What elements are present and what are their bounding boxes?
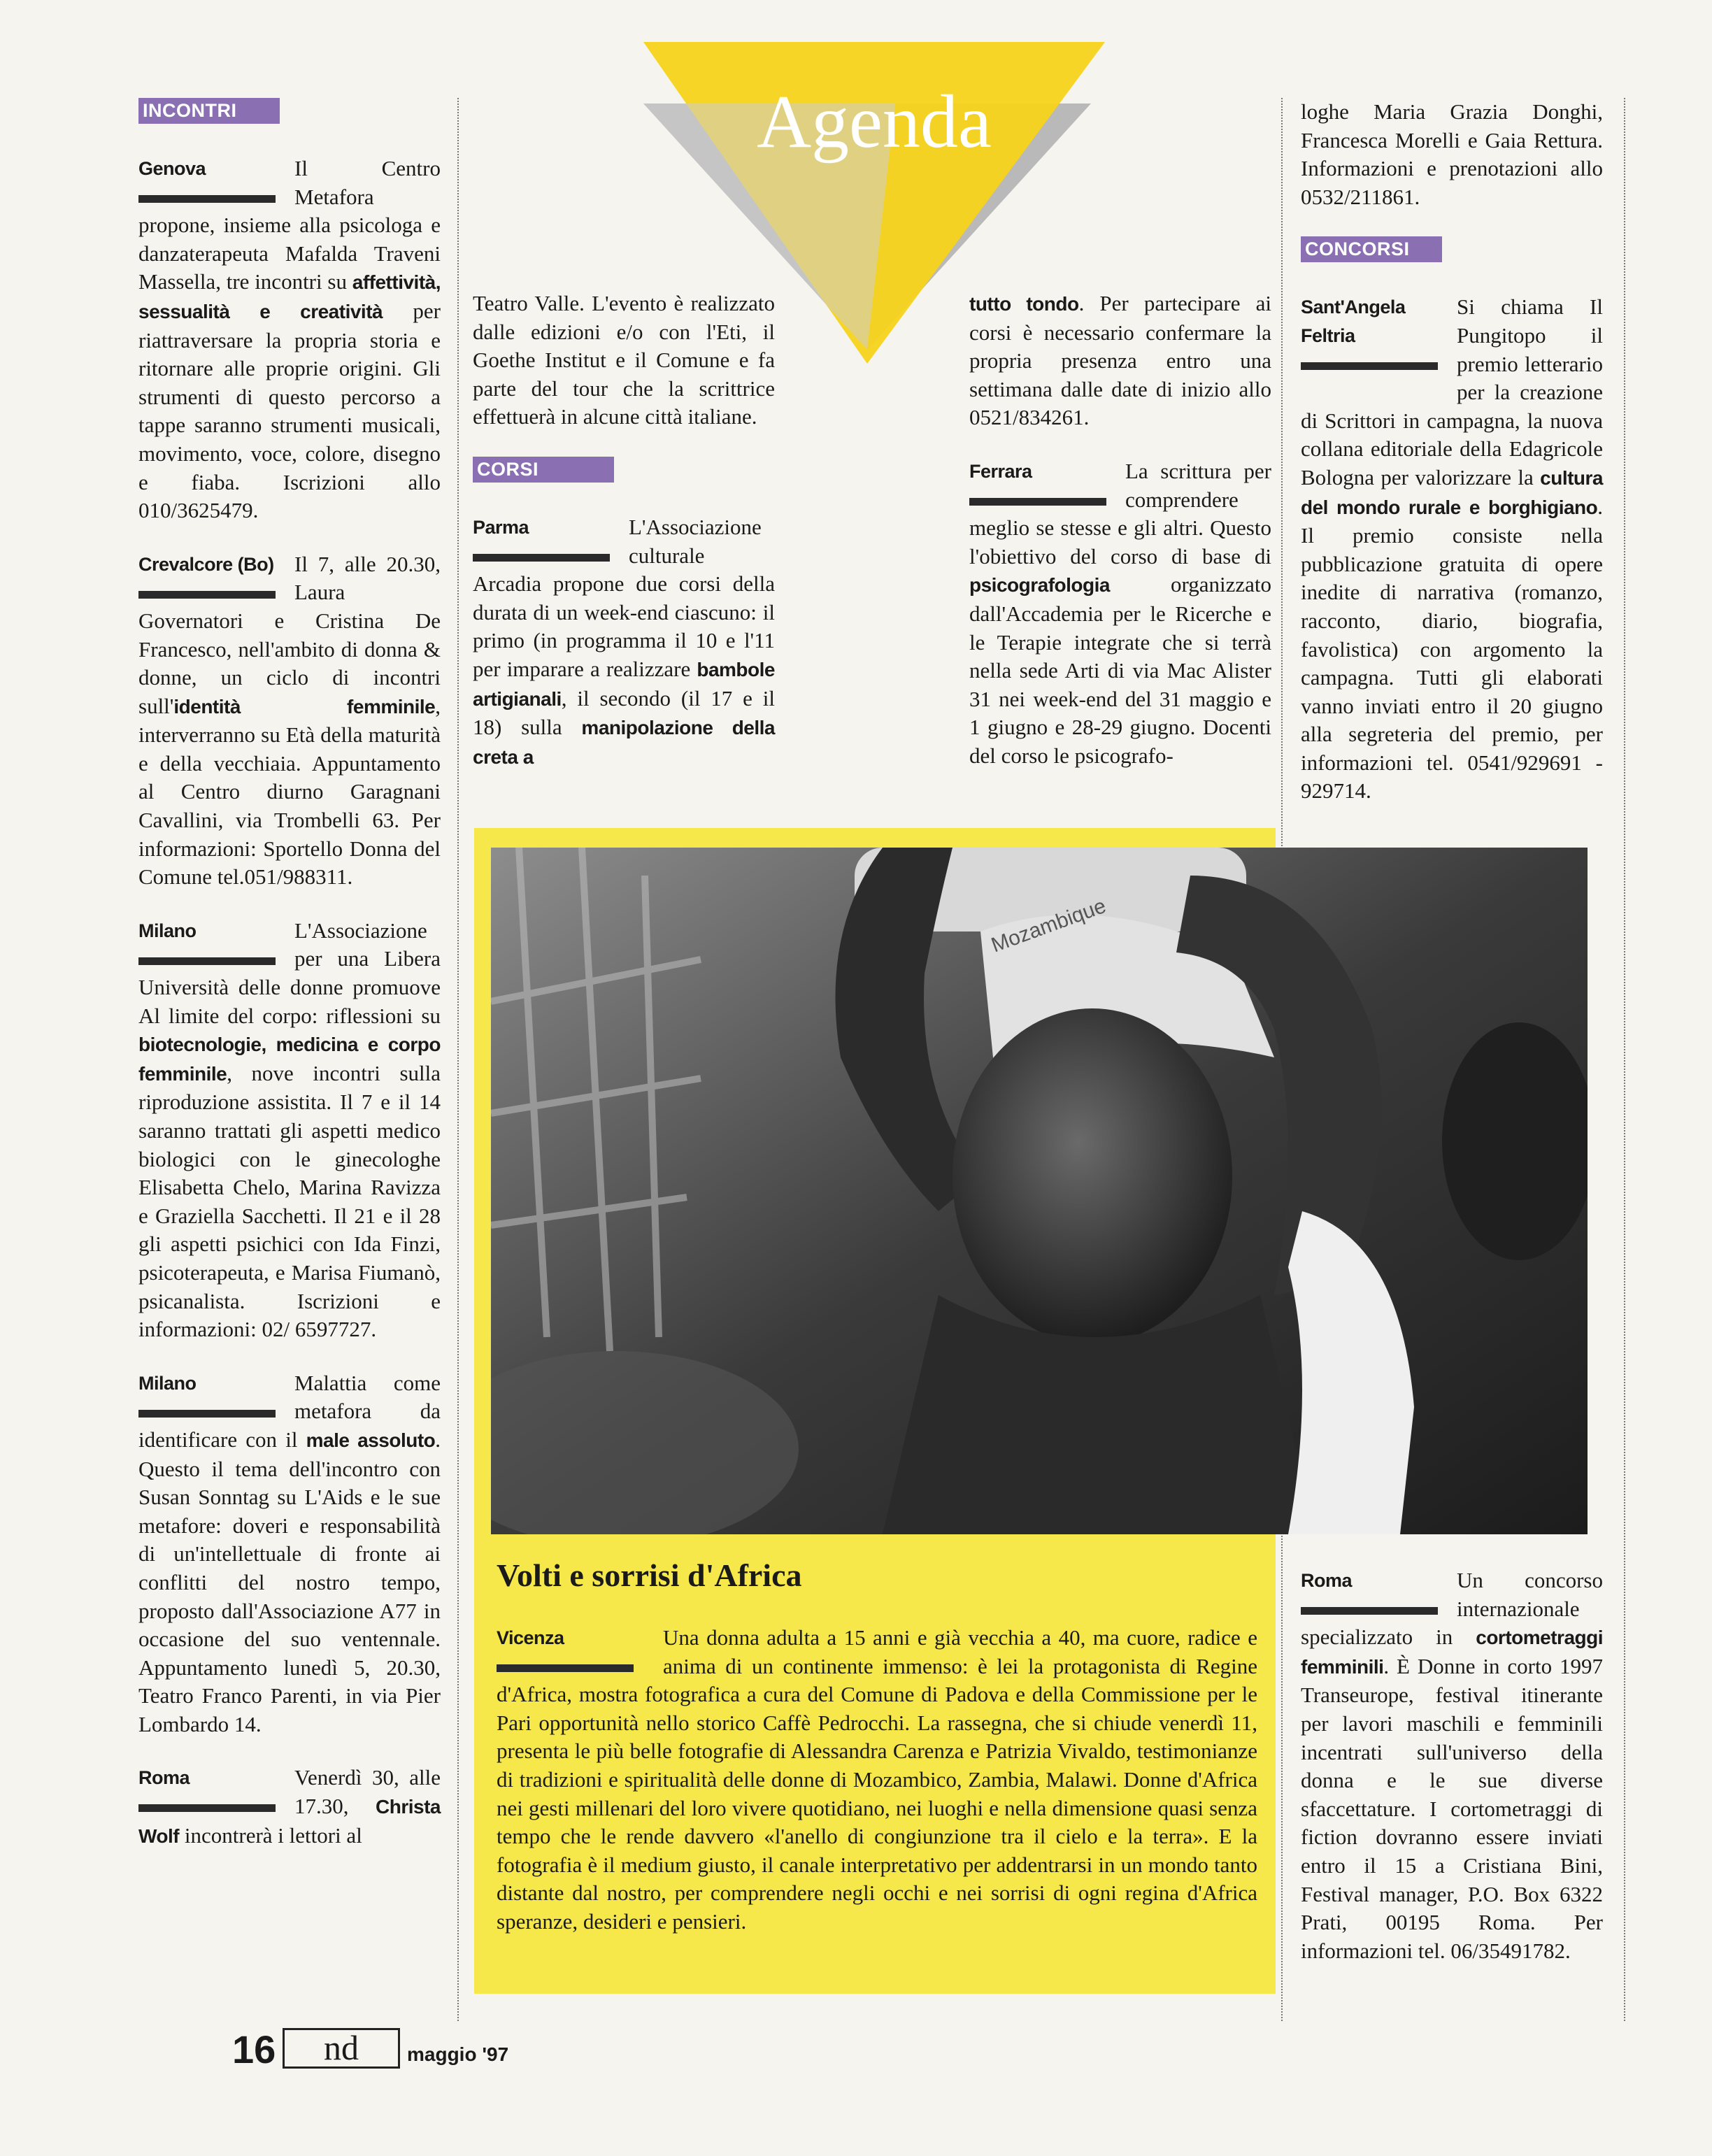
column-4-lower <box>1301 1566 1603 1990</box>
column-2 <box>473 290 775 797</box>
column-4 <box>1301 98 1603 831</box>
headscarf-text: Mozambique <box>988 894 1109 957</box>
agenda-title: Agenda <box>757 80 992 164</box>
city-label: Vicenza <box>497 1624 657 1680</box>
column-3 <box>969 290 1271 796</box>
city-label: Roma <box>1301 1566 1451 1623</box>
event-parma: Parma L'Associazione culturale Arcadia propone due corsi della durata di un week-end ciascuno: il primo (in programma il 10 e l'11 per imparare a realizzare bambole artigianali, il secondo (il 17 e il 18) sulla manipolazione della creta a <box>473 514 775 768</box>
city-label: Sant'Angela Feltria <box>1301 293 1451 378</box>
city-label: Parma <box>473 513 623 570</box>
page-number: 16 <box>232 2027 276 2071</box>
feature-title: Volti e sorrisi d'Africa <box>497 1557 802 1593</box>
city-label: Milano <box>138 917 289 973</box>
city-label: Roma <box>138 1764 289 1820</box>
event-roma-concorso: Roma Un concorso internazionale specializzato in cortometraggi femminili. È Donne in corto 1997 Transeurope, festival itinerante per lavori maschili e femminili incentrati sull'universo della donna e le sue diverse sfaccettature. I cortometraggi di fiction dovranno essere inviati entro il 15 a Cristiana Bini, Festival manager, P.O. Box 6322 Prati, 00195 Roma. Per informazioni tel. 06/35491782. <box>1301 1568 1603 1963</box>
event-santangela: Sant'Angela Feltria Si chiama Il Pungitopo il premio letterario per la creazione di Scrittori in campagna, la nuova collana editoriale della Edagricole Bologna per valorizzare la cultura del mondo rurale e borghigiano. Il premio consiste nella pubblicazione gratuita di opere inedite di narrativa (romanzo, racconto, diario, biografia, favolistica) con argomento la campagna. Tutti gli elaborati vanno inviati entro il 20 giugno alla segreteria del premio, per informazioni tel. 0541/929691 - 929714. <box>1301 294 1603 804</box>
feature-text: Vicenza Una donna adulta a 15 anni e già vecchia a 40, ma cuore, radice e anima di un continente immenso: è lei la protagonista di Regine d'Africa, mostra fotografica a cura del Comune di Padova e della Commissione per le Pari opportunità nello storico Caffè Pedrocchi. La rassegna, che si chiude venerdì 11, presenta le più belle fotografie di Alessandra Carenza e Patrizia Vivaldo, testimonianze di tradizioni e spiritualità delle donne di Mozambico, Zambia, Malawi. Donne d'Africa nei gesti millenari del loro vivere quotidiano, nei luoghi e nella dimensione quasi senza tempo che le rende davvero «l'anello di congiunzione tra il cielo e la terra». E la fotografia è il medium giusto, il canale interpretativo per addentrarsi in un mondo tanto distante dal nostro, per comprendere negli occhi e nei sorrisi di ogni regina d'Africa speranze, desideri e pensieri. <box>497 1625 1257 1934</box>
africa-photo <box>491 848 1588 1534</box>
section-label-corsi: CORSI <box>473 457 614 483</box>
event-ferrara: Ferrara La scrittura per comprendere meglio se stesse e gli altri. Questo l'obiettivo del corso di base di psicografologia organizzato dall'Accademia per le Ricerche e le Terapie integrate che si terrà nella sede Arti di via Mac Alister 31 nei week-end del 31 maggio e 1 giugno e 28-29 giugno. Docenti del corso le psicografo- <box>969 458 1271 768</box>
continuation-text: tutto tondo. Per partecipare ai corsi è necessario confermare la propria presenza entro una settimana dalle date di inizio allo 0521/834261. <box>969 291 1271 430</box>
section-label-concorsi: CONCORSI <box>1301 236 1442 262</box>
column-1 <box>138 98 441 1876</box>
section-label-incontri: INCONTRI <box>138 98 280 124</box>
column-divider <box>457 98 459 2021</box>
city-label: Genova <box>138 155 289 211</box>
continuation-text: Teatro Valle. L'evento è realizzato dalle edizioni e/o con l'Eti, il Goethe Institut e il Comune e fa parte del tour che la scrittrice effettuerà in alcune città italiane. <box>473 291 775 429</box>
column-divider <box>1624 98 1625 2021</box>
event-roma-wolf: Roma Venerdì 30, alle 17.30, Christa Wolf incontrerà i lettori al <box>138 1765 441 1848</box>
event-genova: Genova Il Centro Metafora propone, insieme alla psicologa e danzaterapeuta Mafalda Traveni Massella, tre incontri su affettività, sessualità e creatività per riattraversare la propria storia e ritornare alle proprie origini. Gli strumenti di questo percorso a tappe saranno strumenti musicali, movimento, voce, colore, disegno e fiaba. Iscrizioni allo 010/3625479. <box>138 156 441 523</box>
event-milano-1: Milano L'Associazione per una Libera Università delle donne promuove Al limite del corpo: riflessioni su biotecnologie, medicina e corpo femminile, nove incontri sulla riproduzione assistita. Il 7 e il 14 saranno trattati gli aspetti medico biologici con le ginecologhe Elisabetta Chelo, Marina Ravizza e Graziella Sacchetti. Il 21 e il 28 gli aspetti psichici con Ida Finzi, psicoterapeuta, e Marisa Fiumanò, psicanalista. Iscrizioni e informazioni: 02/ 6597727. <box>138 918 441 1342</box>
event-crevalcore: Crevalcore (Bo) Il 7, alle 20.30, Laura Governatori e Cristina De Francesco, nell'ambito di donna & donne, un ciclo di incontri sull'identità femminile, interverranno su Età della maturità e della vecchiaia. Appuntamento al Centro diurno Garagnani Cavallini, via Trombelli 63. Per informazioni: Sportello Donna del Comune tel.051/988311. <box>138 551 441 890</box>
continuation-text: loghe Maria Grazia Donghi, Francesca Morelli e Gaia Rettura. Informazioni e prenotazioni allo 0532/211861. <box>1301 99 1603 209</box>
city-label: Milano <box>138 1369 289 1426</box>
city-label: Crevalcore (Bo) <box>138 550 289 607</box>
issue-date: maggio '97 <box>407 2043 509 2065</box>
magazine-logo: nd <box>283 2028 400 2069</box>
event-milano-2: Milano Malattia come metafora da identificare con il male assoluto. Questo il tema dell'incontro con Susan Sonntag su L'Aids e le sue metafore: doveri e responsabilità di un'intellettuale di fronte ai conflitti del nostro tempo, proposto dall'Associazione A77 in occasione del suo ventennale. Appuntamento lunedì 5, 20.30, Teatro Franco Parenti, in via Pier Lombardo 14. <box>138 1370 441 1736</box>
city-label: Ferrara <box>969 457 1120 514</box>
